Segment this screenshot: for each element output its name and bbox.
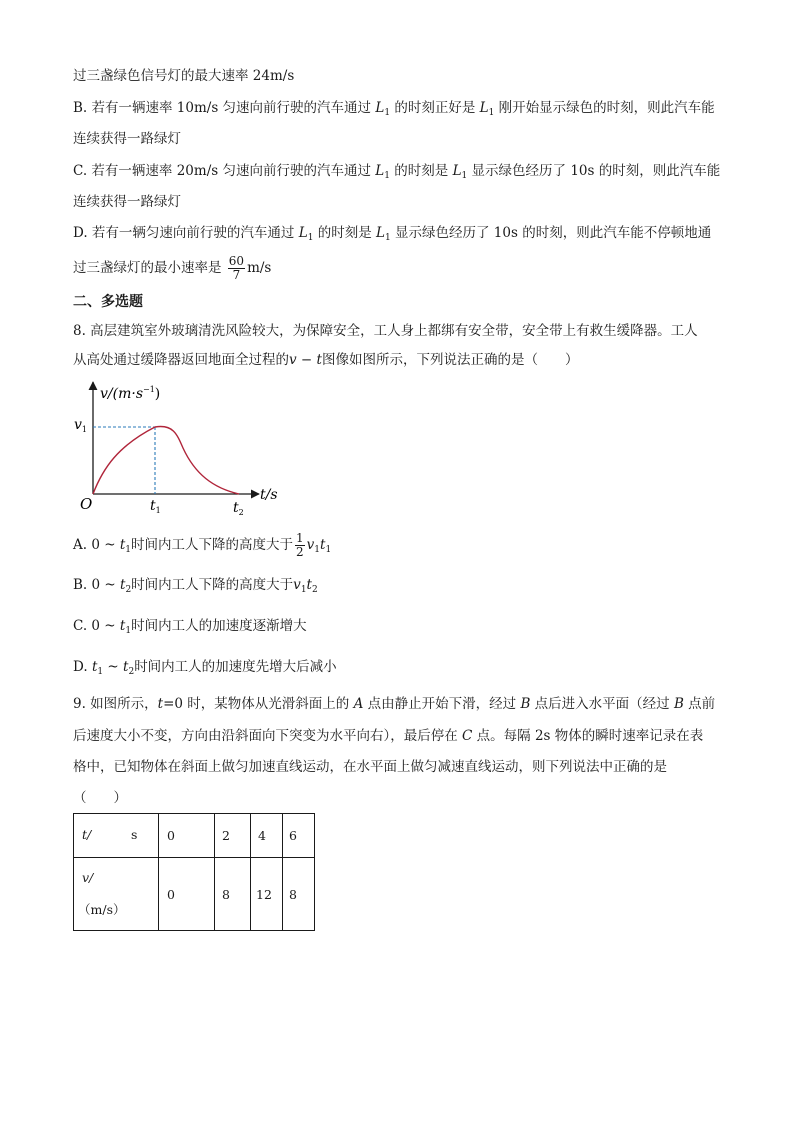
- sub: 1: [314, 545, 321, 555]
- var-v: v: [306, 537, 315, 553]
- text-span: C. 0 ~: [73, 618, 120, 634]
- q7-line-1: [73, 66, 294, 86]
- q7-option-b-line-2: [73, 129, 181, 149]
- text-span: 刚开始显示绿色的时刻，则此汽车能: [494, 100, 715, 116]
- time-header-symbol: t/: [82, 827, 92, 842]
- text-span: ~: [103, 659, 124, 675]
- q9-stem-line-3: [73, 757, 667, 777]
- text-span: B. 若有一辆速率 10m/s 匀速向前行驶的汽车通过: [73, 100, 376, 116]
- text-span: 的时刻是: [389, 163, 453, 179]
- vt-graph: [73, 378, 288, 516]
- q8-option-b: [73, 575, 318, 595]
- time-value: 0: [167, 828, 175, 843]
- text-span: 点前: [683, 696, 716, 712]
- q7-option-b-line-1: [73, 98, 715, 118]
- var-L: L: [375, 100, 385, 116]
- q9-stem-line-1: [73, 694, 715, 714]
- text-span: 点由静止开始下滑，经过: [363, 696, 521, 712]
- var-L: L: [376, 225, 385, 241]
- var-v: v: [293, 577, 301, 593]
- table-cell: [283, 858, 315, 931]
- table-header-cell: [74, 814, 159, 858]
- sub: 1: [125, 626, 132, 636]
- q9-stem-line-4: [73, 788, 127, 808]
- text-span: 过三盏绿灯的最小速率是: [73, 260, 226, 276]
- table-cell: [251, 858, 283, 931]
- text-span: 连续获得一路绿灯: [73, 131, 181, 147]
- fraction-half: [295, 532, 305, 559]
- text-span: 图像如图所示，下列说法正确的是（ ）: [321, 352, 579, 368]
- speed-value: 0: [167, 886, 175, 902]
- text-span: 从高处通过缓降器返回地面全过程的: [73, 352, 289, 368]
- text-span: 显示绿色经历了 10s 的时刻，则此汽车能: [467, 163, 721, 179]
- var-t: t: [120, 577, 126, 593]
- sub: 2: [128, 667, 135, 677]
- var-L: L: [452, 163, 462, 179]
- v-t-label: v − t: [289, 352, 322, 368]
- sub: 1: [307, 233, 314, 243]
- text-span: 9. 如图所示，: [73, 696, 158, 712]
- sub: 1: [97, 667, 104, 677]
- table-row: [74, 858, 315, 931]
- table-cell: [215, 858, 251, 931]
- point-B: B: [673, 696, 684, 712]
- q7-option-d-line-1: [73, 223, 711, 243]
- var-t: t: [119, 618, 126, 634]
- text-span: D. 若有一辆匀速向前行驶的汽车通过: [73, 225, 299, 241]
- fraction-denominator: 2: [296, 545, 304, 559]
- q7-text: 过三盏绿色信号灯的最大速率 24m/s: [73, 68, 295, 84]
- var-t: t: [320, 537, 326, 553]
- text-span: 点后进入水平面（经过: [530, 696, 674, 712]
- text-span: 时间内工人的加速度逐渐增大: [131, 618, 307, 634]
- q8-option-a: [73, 529, 331, 561]
- fraction-numerator: 60: [228, 254, 245, 268]
- fraction-60-7: [228, 255, 245, 282]
- text-span: D.: [73, 659, 92, 675]
- q8-option-d: [73, 657, 337, 677]
- text-span: 的时刻是: [313, 225, 377, 241]
- point-A: A: [353, 696, 364, 712]
- table-cell: [251, 814, 283, 858]
- sub: 1: [384, 171, 390, 181]
- q8-option-c: [73, 616, 307, 636]
- speed-header-unit: （m/s）: [78, 902, 126, 917]
- sub: 1: [384, 108, 391, 118]
- speed-value: 8: [222, 886, 230, 902]
- text-span: A. 0 ~: [73, 537, 120, 553]
- text-span: 时间内工人的加速度先增大后减小: [134, 659, 337, 675]
- text-span: 格中，已知物体在斜面上做匀加速直线运动，在水平面上做匀减速直线运动，则下列说法中正确的是: [73, 759, 667, 775]
- text-span: B. 0 ~: [73, 577, 120, 593]
- var-L: L: [298, 225, 308, 241]
- table-cell: [283, 814, 315, 858]
- t2-label: $t_2$: [233, 500, 244, 516]
- section-title: [73, 292, 143, 312]
- x-axis-label: t/s: [260, 487, 278, 503]
- origin-label: O: [80, 495, 93, 513]
- table-cell: [215, 814, 251, 858]
- speed-value: 12: [256, 886, 272, 902]
- text-span: 的时刻正好是: [390, 100, 480, 116]
- text-span: 时间内工人下降的高度大于: [131, 577, 294, 593]
- velocity-curve: [93, 426, 239, 494]
- text-span: 8. 高层建筑室外玻璃清洗风险较大，为保障安全，工人身上都绑有安全带，安全带上有救生缓降器。工人: [73, 323, 698, 339]
- time-value: 2: [222, 828, 230, 843]
- q7-option-c-line-1: [73, 161, 720, 181]
- var-t: t: [306, 577, 312, 593]
- q8-stem-line-2: [73, 350, 578, 370]
- text-span: C. 若有一辆速率 20m/s 匀速向前行驶的汽车通过: [73, 163, 376, 179]
- time-header-unit: s: [131, 827, 138, 842]
- fraction-numerator: 1: [296, 531, 304, 545]
- sub: 1: [384, 233, 391, 243]
- text-span: 点。每隔 2s 物体的瞬时速率记录在表: [472, 728, 704, 744]
- speed-value: 8: [289, 886, 297, 902]
- time-value: 6: [289, 828, 297, 843]
- speed-table: [73, 813, 315, 931]
- var-t: t: [157, 696, 164, 712]
- q9-stem-line-2: [73, 726, 703, 746]
- sub: 1: [125, 545, 131, 555]
- var-t: t: [119, 537, 126, 553]
- y-axis-label: $v/(m\cdot s^{-1})$: [100, 385, 161, 402]
- v1-label: $v_1$: [74, 417, 88, 434]
- sub: 1: [461, 171, 468, 181]
- var-L: L: [375, 163, 385, 179]
- table-cell: [159, 814, 215, 858]
- q8-stem-line-1: [73, 321, 698, 341]
- time-value: 4: [258, 828, 266, 843]
- var-L: L: [479, 100, 489, 116]
- sub: 1: [488, 108, 495, 118]
- sub: 1: [300, 585, 307, 595]
- section-title-text: 二、多选题: [73, 294, 143, 310]
- text-span: 后速度大小不变，方向由沿斜面向下突变为水平向右），最后停在: [73, 728, 463, 744]
- sub: 2: [311, 585, 318, 595]
- text-span: 显示绿色经历了 10s 的时刻，则此汽车能不停顿地通: [390, 225, 712, 241]
- speed-header-symbol: v/: [82, 870, 94, 885]
- sub: 1: [325, 545, 332, 555]
- text-span: 时间内工人下降的高度大于: [131, 537, 293, 553]
- point-B: B: [520, 696, 531, 712]
- fraction-denominator: 7: [232, 268, 241, 282]
- table-cell: [159, 858, 215, 931]
- table-header-cell: [74, 858, 159, 931]
- q7-option-c-line-2: [73, 192, 181, 212]
- text-span: =0 时，某物体从光滑斜面上的: [163, 696, 354, 712]
- t1-label: $t_1$: [150, 498, 161, 515]
- table-row: [74, 814, 315, 858]
- text-span: （ ）: [73, 790, 127, 806]
- unit: m/s: [247, 260, 272, 276]
- text-span: 连续获得一路绿灯: [73, 194, 181, 210]
- point-C: C: [462, 728, 473, 744]
- q7-option-d-line-2: [73, 252, 271, 284]
- var-t: t: [91, 659, 98, 675]
- var-t: t: [123, 659, 129, 675]
- sub: 2: [125, 585, 132, 595]
